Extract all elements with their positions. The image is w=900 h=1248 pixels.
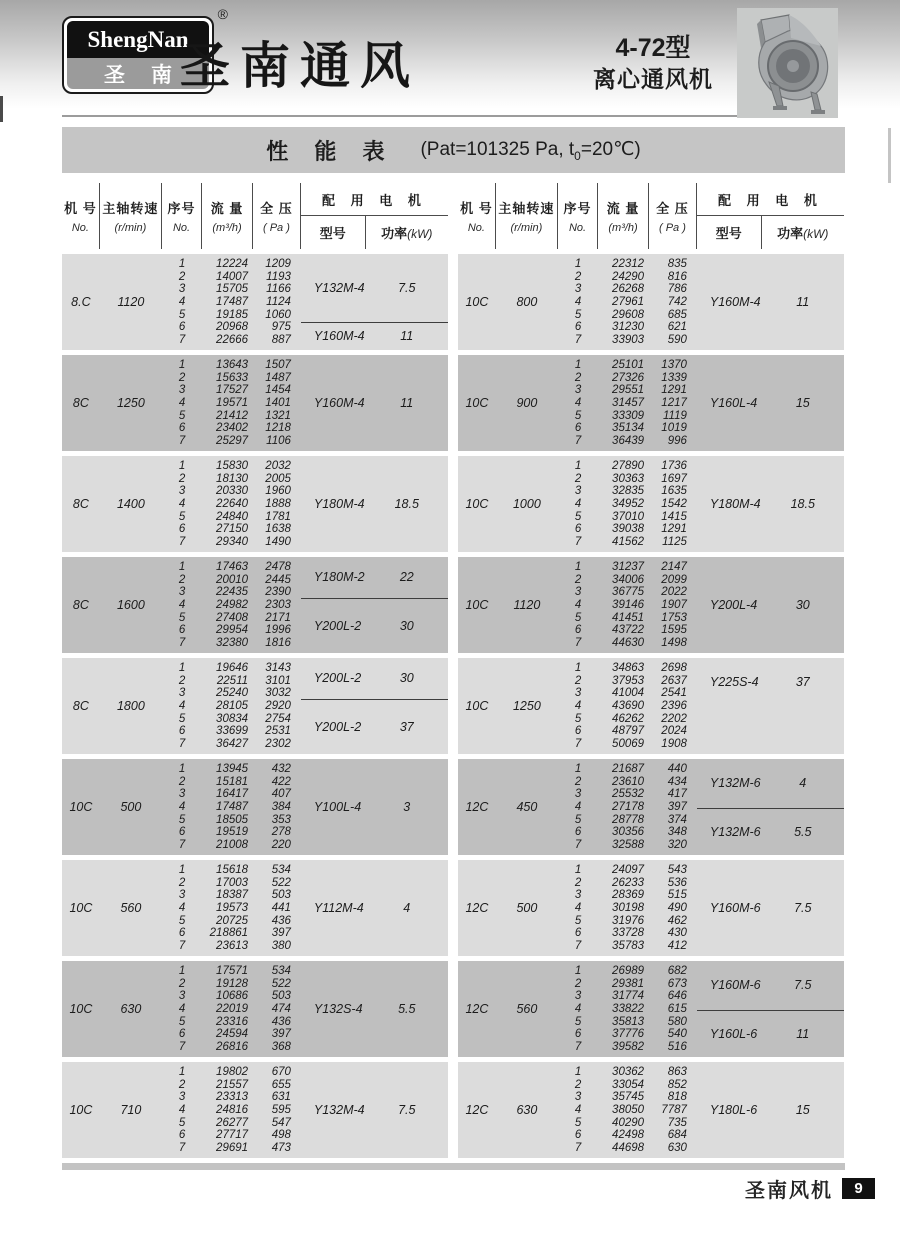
spec-block-8C-1800 — [62, 658, 448, 754]
motor-power-value: 22 — [399, 570, 414, 585]
machine-no-value: 10C — [69, 800, 93, 814]
flow-values: 13643 15633 17527 19571 21412 23402 25297 — [216, 359, 249, 447]
col-machine-no: 机 号 No. — [458, 183, 496, 249]
machine-no-value: 8.C — [71, 295, 91, 309]
seq-values: 1 2 3 4 5 6 7 — [574, 460, 582, 548]
col-shaft-speed: 主轴转速 (r/min) — [496, 183, 558, 249]
col-machine-no: 机 号 No. — [62, 183, 100, 249]
seq-values: 1 2 3 4 5 6 7 — [178, 1066, 186, 1154]
flow-values: 27890 30363 32835 34952 37010 39038 41562 — [612, 460, 645, 548]
motor-entry — [697, 860, 844, 956]
pressure-values: 835 816 786 742 685 621 590 — [667, 258, 687, 346]
shaft-speed-value: 710 — [120, 1103, 142, 1117]
footer-brand: 圣南风机 — [745, 1180, 833, 1202]
motor-model-value: Y160M-4 — [313, 329, 365, 344]
pressure-values: 440 434 417 397 374 348 320 — [667, 763, 687, 851]
machine-no-value: 8C — [72, 396, 89, 410]
flow-values: 24097 26233 28369 30198 31976 33728 35783 — [612, 864, 645, 952]
machine-no-value: 10C — [465, 598, 489, 612]
shaft-speed-value: 560 — [516, 1002, 538, 1016]
spec-block-12C-560 — [458, 961, 844, 1057]
spec-block-8.C-1120 — [62, 254, 448, 350]
seq-values: 1 2 3 4 5 6 7 — [178, 258, 186, 346]
motor-values — [301, 254, 448, 350]
table-header — [458, 183, 844, 249]
shaft-speed-value: 630 — [516, 1103, 538, 1117]
shaft-speed-value: 1120 — [513, 598, 541, 612]
spec-block-10C-1120 — [458, 557, 844, 653]
shaft-speed-value: 1000 — [512, 497, 541, 511]
machine-no-value: 12C — [465, 800, 489, 814]
pressure-values: 682 673 646 615 580 540 516 — [667, 965, 687, 1053]
motor-values — [301, 860, 448, 956]
seq-values: 1 2 3 4 5 6 7 — [178, 460, 186, 548]
motor-power-value: 7.5 — [398, 1103, 416, 1117]
flow-values: 34863 37953 41004 43690 46262 48797 50069 — [612, 662, 645, 750]
motor-model-value: Y200L-2 — [313, 671, 362, 686]
motor-model-value: Y200L-2 — [313, 719, 362, 734]
motor-model-value: Y180M-2 — [313, 570, 365, 585]
motor-power-value: 4 — [403, 901, 411, 915]
flow-values: 17571 19128 10686 22019 23316 24594 26816 — [216, 965, 249, 1053]
machine-no-value: 10C — [465, 295, 489, 309]
pressure-values: 534 522 503 441 436 397 380 — [271, 864, 291, 952]
logo-text-en: ShengNan — [67, 21, 209, 58]
col-shaft-speed: 主轴转速 (r/min) — [100, 183, 162, 249]
motor-entry — [697, 808, 844, 855]
pressure-values: 2032 2005 1960 1888 1781 1638 1490 — [265, 460, 291, 548]
spec-block-12C-500 — [458, 860, 844, 956]
flow-values: 19802 21557 23313 24816 26277 27717 29691 — [216, 1066, 249, 1154]
motor-entry — [697, 658, 844, 706]
machine-no-value: 12C — [465, 1002, 489, 1016]
shaft-speed-value: 1400 — [116, 497, 145, 511]
motor-power-value: 5.5 — [794, 824, 812, 839]
seq-values: 1 2 3 4 5 6 7 — [574, 965, 582, 1053]
motor-power-value: 37 — [399, 719, 414, 734]
motor-model-value: Y112M-4 — [313, 901, 364, 915]
flow-values: 25101 27326 29551 31457 33309 35134 36439 — [612, 359, 645, 447]
table-left-body — [62, 254, 448, 1158]
motor-model-value: Y160M-6 — [709, 901, 761, 915]
product-model — [578, 32, 728, 94]
col-flow: 流 量 (m³/h) — [202, 183, 253, 249]
seq-values: 1 2 3 4 5 6 7 — [574, 258, 582, 346]
motor-model-value: Y180L-6 — [709, 1103, 758, 1117]
motor-power-value: 18.5 — [790, 497, 815, 511]
col-pressure: 全 压 ( Pa ) — [253, 183, 301, 249]
motor-power-value: 11 — [796, 295, 810, 309]
machine-no-value: 10C — [69, 1002, 93, 1016]
header-divider — [62, 115, 737, 117]
motor-power-value: 7.5 — [794, 901, 812, 915]
motor-values — [301, 759, 448, 855]
motor-entry — [697, 1062, 844, 1158]
motor-power-value: 15 — [795, 396, 810, 410]
motor-entry — [301, 598, 448, 653]
scan-edge-mark-right — [888, 128, 891, 183]
seq-values: 1 2 3 4 5 6 7 — [178, 359, 186, 447]
seq-values: 1 2 3 4 5 6 7 — [178, 662, 186, 750]
motor-power-value: 18.5 — [394, 497, 419, 511]
motor-values — [697, 759, 844, 855]
pressure-values: 432 422 407 384 353 278 220 — [271, 763, 291, 851]
motor-power-value: 30 — [399, 618, 414, 633]
flow-values: 13945 15181 16417 17487 18505 19519 21008 — [216, 763, 249, 851]
flow-values: 22312 24290 26268 27961 29608 31230 33903 — [612, 258, 645, 346]
pressure-values: 1507 1487 1454 1401 1321 1218 1106 — [265, 359, 291, 447]
motor-model-value: Y160M-4 — [709, 295, 761, 309]
motor-values — [697, 961, 844, 1057]
motor-entry — [301, 322, 448, 350]
pressure-values: 543 536 515 490 462 430 412 — [667, 864, 687, 952]
motor-entry — [697, 961, 844, 1010]
spec-block-10C-500 — [62, 759, 448, 855]
spec-block-10C-900 — [458, 355, 844, 451]
model-series: 4-72型 — [615, 34, 691, 62]
motor-values — [697, 557, 844, 653]
pressure-values: 2698 2637 2541 2396 2202 2024 1908 — [661, 662, 687, 750]
motor-values — [301, 1062, 448, 1158]
pressure-values: 3143 3101 3032 2920 2754 2531 2302 — [265, 662, 291, 750]
seq-values: 1 2 3 4 5 6 7 — [574, 359, 582, 447]
shaft-speed-value: 560 — [120, 901, 142, 915]
shaft-speed-value: 1600 — [116, 598, 145, 612]
motor-model-value: Y100L-4 — [313, 800, 362, 814]
motor-power-value: 4 — [799, 776, 807, 791]
motor-power-value: 15 — [795, 1103, 810, 1117]
flow-values: 21687 23610 25532 27178 28778 30356 32588 — [612, 763, 645, 851]
spec-table-right — [458, 183, 844, 1163]
spec-block-8C-1600 — [62, 557, 448, 653]
page-header — [0, 0, 900, 118]
motor-power-value: 37 — [795, 675, 810, 689]
fan-photo — [737, 8, 838, 118]
flow-values: 19646 22511 25240 28105 30834 33699 36427 — [216, 662, 249, 750]
motor-values — [697, 456, 844, 552]
page-footer — [0, 1174, 875, 1203]
seq-values: 1 2 3 4 5 6 7 — [574, 1066, 582, 1154]
motor-entry — [697, 254, 844, 350]
pressure-values: 1370 1339 1291 1217 1119 1019 996 — [661, 359, 687, 447]
motor-model-value: Y132S-4 — [313, 1002, 363, 1016]
motor-model-value: Y180M-4 — [313, 497, 365, 511]
machine-no-value: 10C — [465, 396, 489, 410]
motor-entry — [301, 699, 448, 754]
shaft-speed-value: 630 — [120, 1002, 142, 1016]
col-pressure: 全 压 ( Pa ) — [649, 183, 697, 249]
spec-block-10C-710 — [62, 1062, 448, 1158]
seq-values: 1 2 3 4 5 6 7 — [178, 561, 186, 649]
shaft-speed-value: 800 — [516, 295, 538, 309]
motor-values — [697, 860, 844, 956]
col-motor: 配 用 电 机 型号 功率 (kW) — [697, 183, 844, 249]
logo-text-cn: 圣南 — [67, 58, 209, 89]
motor-values — [301, 658, 448, 754]
motor-entry — [697, 557, 844, 653]
spec-block-8C-1400 — [62, 456, 448, 552]
pressure-values: 670 655 631 595 547 498 473 — [271, 1066, 291, 1154]
motor-entry — [301, 254, 448, 322]
col-motor-model: 型号 — [301, 216, 366, 249]
motor-power-value: 7.5 — [794, 978, 812, 993]
motor-model-value: Y160L-6 — [709, 1026, 758, 1041]
col-motor-power: 功率 (kW) — [777, 226, 829, 241]
seq-values: 1 2 3 4 5 6 7 — [178, 965, 186, 1053]
spec-block-12C-450 — [458, 759, 844, 855]
seq-values: 1 2 3 4 5 6 7 — [574, 864, 582, 952]
shaft-speed-value: 450 — [516, 800, 538, 814]
col-motor-model: 型号 — [697, 216, 762, 249]
seq-values: 1 2 3 4 5 6 7 — [178, 763, 186, 851]
motor-entry — [301, 658, 448, 699]
seq-values: 1 2 3 4 5 6 7 — [574, 561, 582, 649]
shaft-speed-value: 1800 — [116, 699, 145, 713]
flow-values: 30362 33054 35745 38050 40290 42498 44698 — [612, 1066, 645, 1154]
machine-no-value: 10C — [465, 699, 489, 713]
machine-no-value: 10C — [69, 1103, 93, 1117]
spec-block-10C-1000 — [458, 456, 844, 552]
motor-power-value: 30 — [795, 598, 810, 612]
page-number: 9 — [842, 1178, 875, 1199]
scan-edge-mark — [0, 96, 3, 122]
table-right-body — [458, 254, 844, 1158]
flow-values: 17463 20010 22435 24982 27408 29954 32380 — [216, 561, 249, 649]
shaft-speed-value: 1120 — [117, 295, 145, 309]
motor-entry — [697, 1010, 844, 1057]
seq-values: 1 2 3 4 5 6 7 — [574, 763, 582, 851]
seq-values: 1 2 3 4 5 6 7 — [574, 662, 582, 750]
shaft-speed-value: 1250 — [512, 699, 541, 713]
motor-model-value: Y160L-4 — [709, 396, 758, 410]
spec-block-10C-560 — [62, 860, 448, 956]
motor-values — [697, 658, 844, 754]
shaft-speed-value: 900 — [516, 396, 538, 410]
motor-entry — [301, 557, 448, 598]
motor-entry — [301, 355, 448, 451]
motor-entry — [697, 759, 844, 808]
machine-no-value: 8C — [72, 598, 89, 612]
motor-model-value: Y225S-4 — [709, 675, 759, 689]
col-motor: 配 用 电 机 型号 功率 (kW) — [301, 183, 448, 249]
spec-block-8C-1250 — [62, 355, 448, 451]
spec-block-10C-800 — [458, 254, 844, 350]
motor-values — [301, 961, 448, 1057]
motor-power-value: 3 — [403, 800, 411, 814]
footer-divider-bar — [62, 1163, 845, 1170]
spec-table-left — [62, 183, 448, 1163]
motor-model-value: Y160M-4 — [313, 396, 365, 410]
motor-values — [697, 355, 844, 451]
brand-title: 圣南通风 — [180, 38, 420, 94]
shaft-speed-value: 500 — [516, 901, 538, 915]
motor-entry — [301, 759, 448, 855]
shaft-speed-value: 1250 — [116, 396, 145, 410]
motor-model-value: Y180M-4 — [709, 497, 761, 511]
motor-model-value: Y132M-4 — [313, 1103, 365, 1117]
performance-title-bar — [62, 127, 845, 173]
col-seq-no: 序号 No. — [558, 183, 598, 249]
flow-values: 26989 29381 31774 33822 35813 37776 39582 — [612, 965, 645, 1053]
motor-values — [301, 456, 448, 552]
machine-no-value: 10C — [465, 497, 489, 511]
motor-entry — [697, 456, 844, 552]
flow-values: 31237 34006 36775 39146 41451 43722 44630 — [612, 561, 645, 649]
test-conditions: (Pat=101325 Pa, $t_0=20℃$) — [420, 138, 641, 163]
motor-model-value: Y132M-6 — [709, 824, 761, 839]
motor-power-value: 11 — [796, 1026, 810, 1041]
spec-block-10C-630 — [62, 961, 448, 1057]
motor-entry — [301, 961, 448, 1057]
flow-values: 12224 14007 15705 17487 19185 20968 22666 — [216, 258, 249, 346]
motor-power-value: 7.5 — [398, 280, 416, 295]
pressure-values: 863 852 818 7787 735 684 630 — [661, 1066, 687, 1154]
table-header — [62, 183, 448, 249]
col-motor-power: 功率 (kW) — [381, 226, 433, 241]
machine-no-value: 8C — [72, 699, 89, 713]
pressure-values: 1209 1193 1166 1124 1060 975 887 — [265, 258, 291, 346]
flow-values: 15830 18130 20330 22640 24840 27150 29340 — [216, 460, 249, 548]
motor-model-value: Y160M-6 — [709, 978, 761, 993]
centrifugal-fan-icon — [737, 8, 838, 118]
pressure-values: 2478 2445 2390 2303 2171 1996 1816 — [265, 561, 291, 649]
machine-no-value: 12C — [465, 901, 489, 915]
machine-no-value: 10C — [69, 901, 93, 915]
seq-values: 1 2 3 4 5 6 7 — [178, 864, 186, 952]
motor-power-value: 30 — [399, 671, 414, 686]
motor-values — [697, 1062, 844, 1158]
motor-entry — [301, 860, 448, 956]
motor-blank — [697, 706, 844, 754]
spec-block-10C-1250 — [458, 658, 844, 754]
motor-power-value: 5.5 — [398, 1002, 416, 1016]
pressure-values: 2147 2099 2022 1907 1753 1595 1498 — [661, 561, 687, 649]
motor-power-value: 11 — [400, 329, 414, 344]
motor-values — [697, 254, 844, 350]
col-flow: 流 量 (m³/h) — [598, 183, 649, 249]
motor-entry — [301, 1062, 448, 1158]
motor-model-value: Y200L-2 — [313, 618, 362, 633]
pressure-values: 534 522 503 474 436 397 368 — [271, 965, 291, 1053]
motor-entry — [301, 456, 448, 552]
spec-block-12C-630 — [458, 1062, 844, 1158]
pressure-values: 1736 1697 1635 1542 1415 1291 1125 — [661, 460, 687, 548]
model-type: 离心通风机 — [593, 65, 713, 92]
machine-no-value: 12C — [465, 1103, 489, 1117]
table-title: 性 能 表 — [266, 138, 395, 164]
motor-values — [301, 355, 448, 451]
motor-model-value: Y132M-4 — [313, 280, 365, 295]
motor-entry — [697, 355, 844, 451]
motor-model-value: Y200L-4 — [709, 598, 758, 612]
shaft-speed-value: 500 — [120, 800, 142, 814]
flow-values: 15618 17003 18387 19573 20725 218861 23613 — [209, 864, 249, 952]
motor-model-value: Y132M-6 — [709, 776, 761, 791]
col-seq-no: 序号 No. — [162, 183, 202, 249]
motor-values — [301, 557, 448, 653]
registered-trademark-icon: ® — [217, 6, 228, 22]
machine-no-value: 8C — [72, 497, 89, 511]
motor-power-value: 11 — [400, 396, 414, 410]
